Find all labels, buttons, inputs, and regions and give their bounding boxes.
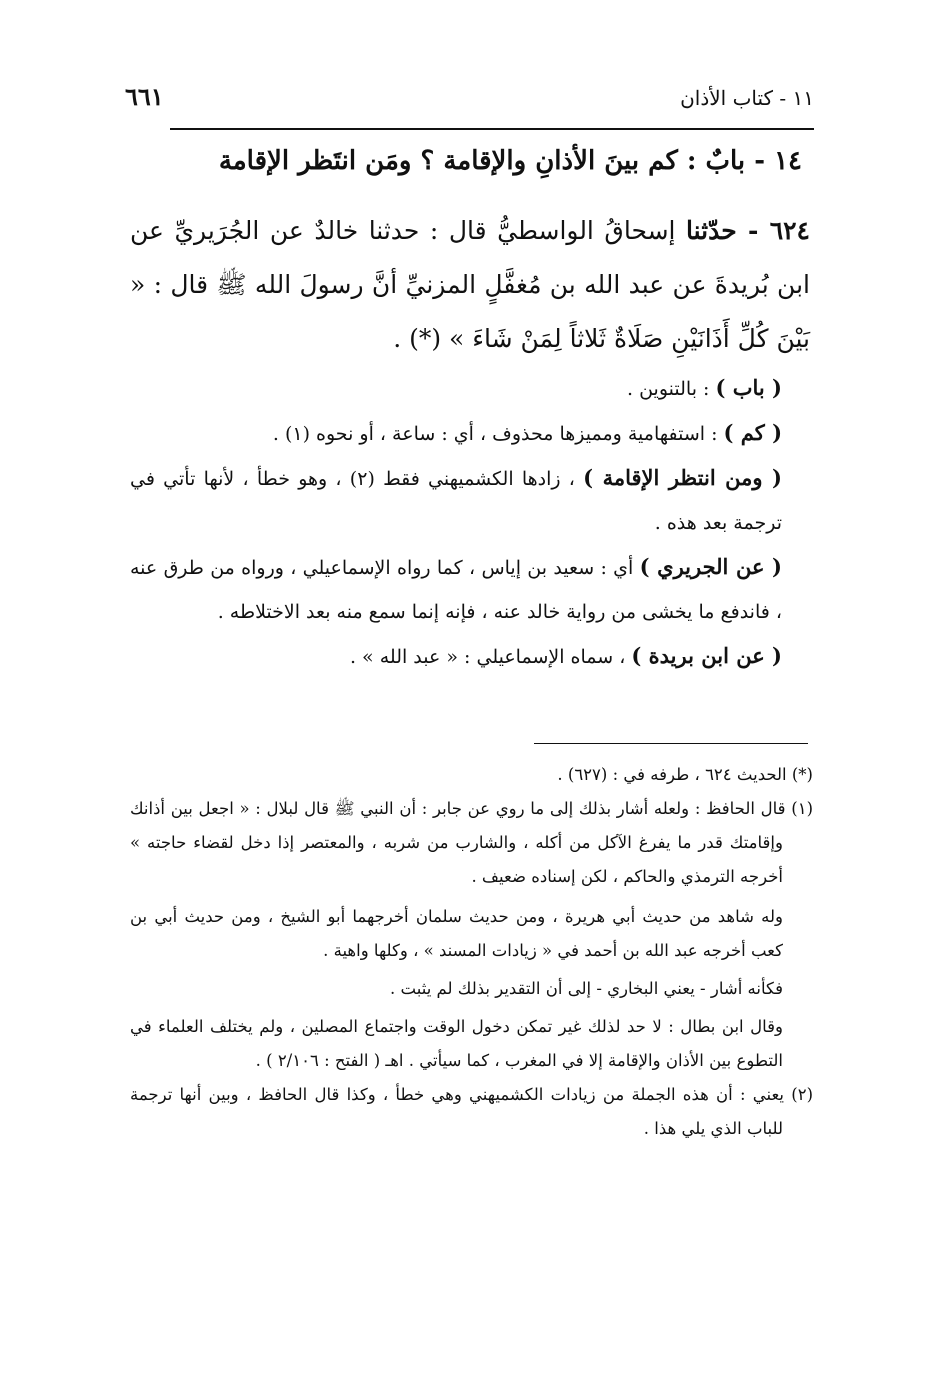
running-header-chapter: ١١ - كتاب الأذان (680, 86, 814, 110)
hadith-body: إسحاقُ الواسطيُّ قال : حدثنا خالدٌ عن الجُرَيريِّ عن ابن بُريدةَ عن عبد الله بن مُغفَّلٍ المزنيِّ أنَّ رسولَ الله ﷺ قال : « بَيْنَ كُلِّ أَذَانَيْنِ صَلَاةٌ ثَلاثاً لِمَنْ شَاءَ » (*) . (130, 216, 810, 353)
commentary-keyword: ( كم ) (723, 420, 782, 445)
commentary-keyword: ( عن الجريري ) (639, 554, 782, 579)
commentary-text: : استفهامية ومميزها محذوف ، أي : ساعة ، أو نحوه (١) . (272, 423, 724, 445)
commentary-keyword: ( باب ) (715, 375, 782, 400)
footnote-1-paragraph-3: فكأنه أشار - يعني البخاري - إلى أن التقدير بذلك لم يثبت . (390, 979, 783, 998)
footnote-2: (٢) يعني : أن هذه الجملة من زيادات الكشميهني وهي خطأ ، وكذا قال الحافظ ، وبين أنها ترجمة للباب الذي يلي هذا . (130, 1085, 813, 1138)
header-rule (170, 128, 814, 130)
commentary-keyword: ( ومن انتظر الإقامة ) (583, 465, 782, 490)
chapter-title: ١٤ - بابٌ : كم بينَ الأذانِ والإقامة ؟ ومَن انتَظر الإقامة (218, 146, 802, 176)
commentary-text: : بالتنوين . (627, 378, 716, 400)
commentary-paragraph (130, 545, 810, 634)
footnote-1-paragraph-2: وله شاهد من حديث أبي هريرة ، ومن حديث سلمان أخرجهما أبو الشيخ ، ومن حديث أبي بن كعب أخرجه عبد الله بن أحمد في « زيادات المسند » ، وكلها واهية . (130, 907, 783, 960)
footnote-1-paragraph-4: وقال ابن بطال : لا حد لذلك غير تمكن دخول الوقت واجتماع المصلين ، ولم يختلف العلماء في التطوع بين الأذان والإقامة إلا في المغرب ، كما سيأتي . اهـ ( الفتح : ٢/١٠٦ ) . (130, 1017, 783, 1070)
hadith-text (130, 204, 810, 366)
commentary-paragraph (130, 366, 810, 411)
commentary-paragraph (130, 634, 810, 679)
commentary-paragraph (130, 456, 810, 545)
commentary-text: أي : سعيد بن إياس ، كما رواه الإسماعيلي ، ورواه من طرق عنه ، فاندفع ما يخشى من رواية خالد عنه ، فإنه إنما سمع منه بعد الاختلاطه . (130, 557, 782, 623)
commentary-paragraph (130, 411, 810, 456)
footnote-separator (534, 743, 808, 744)
footnote-1: (١) قال الحافظ : ولعله أشار بذلك إلى ما روي عن جابر : أن النبي ﷺ قال لبلال : « اجعل بين أذانك وإقامتك قدر ما يفرغ الآكل من أكله ، والشارب من شربه ، والمعتصر إذا دخل لقضاء حاجته » أخرجه الترمذي والحاكم ، لكن إسناده ضعيف . (130, 799, 813, 886)
footnote-star: (*) الحديث ٦٢٤ ، طرفه في : (٦٢٧) . (557, 765, 813, 784)
commentary-text: ، زادها الكشميهني فقط (٢) ، وهو خطأ ، لأنها تأتي في ترجمة بعد هذه . (130, 468, 782, 534)
page-number: ٦٦١ (125, 82, 164, 111)
commentary (130, 366, 810, 679)
footnotes (130, 758, 813, 1146)
commentary-keyword: ( عن ابن بريدة ) (631, 643, 782, 668)
hadith-number: ٦٢٤ - حدّثنا (686, 216, 810, 245)
commentary-text: ، سماه الإسماعيلي : « عبد الله » . (349, 646, 632, 668)
